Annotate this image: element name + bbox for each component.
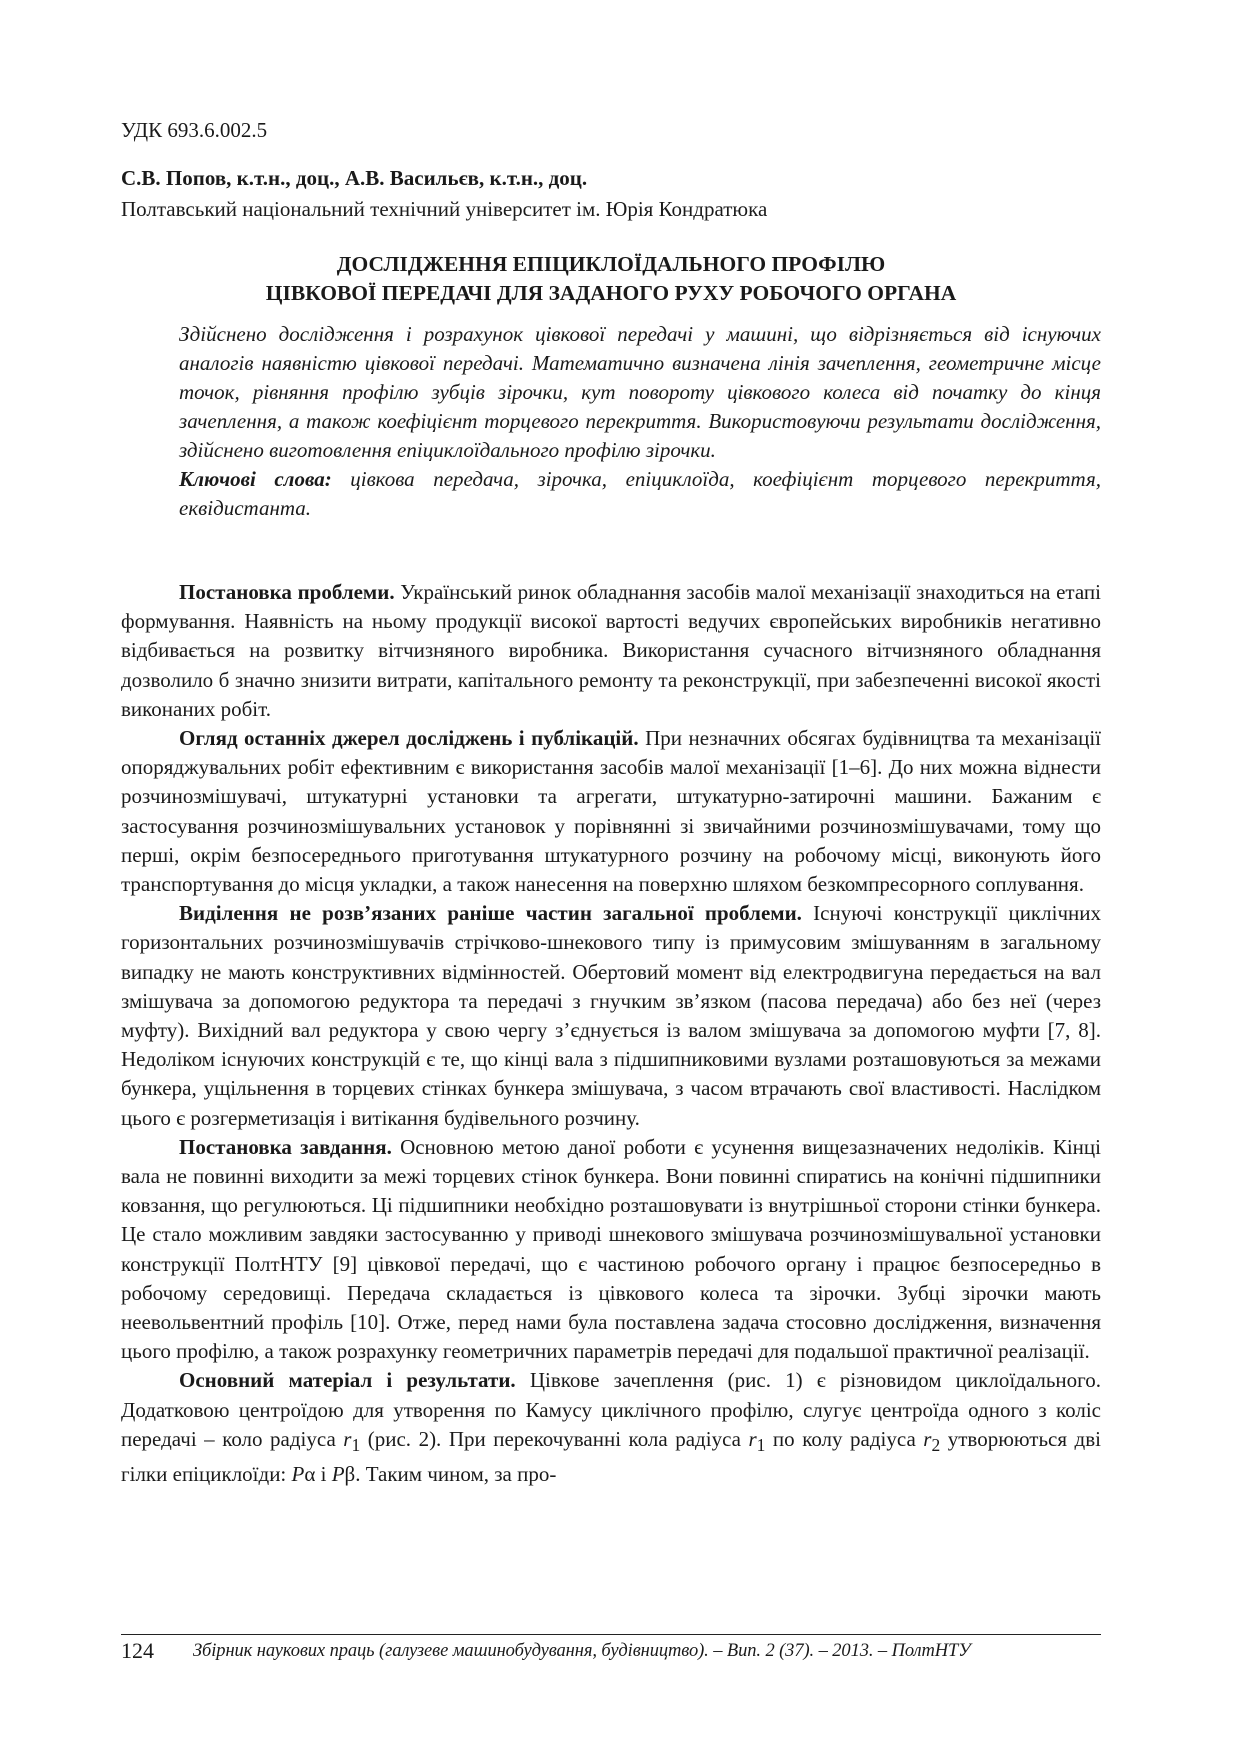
paragraph-text: утворюються дві гілки епіциклоїди: xyxy=(121,1426,1101,1487)
paragraph-review xyxy=(121,724,1101,899)
subscript: 1 xyxy=(756,1435,766,1456)
paragraph-heading: Виділення не розв’язаних раніше частин загальної проблеми. xyxy=(179,901,802,926)
paragraph-problem xyxy=(121,578,1101,724)
title-line-1: ДОСЛІДЖЕННЯ ЕПІЦИКЛОЇДАЛЬНОГО ПРОФІЛЮ xyxy=(336,252,886,276)
symbol-r: r xyxy=(923,1426,932,1451)
affiliation: Полтавський національний технічний університет ім. Юрія Кондратюка xyxy=(121,197,768,221)
paragraph-main xyxy=(121,1366,1101,1489)
keywords-label: Ключові слова: xyxy=(179,467,332,491)
paper-title xyxy=(121,250,1101,308)
symbol-p: Р xyxy=(331,1462,345,1487)
paragraph-text: Український ринок обладнання засобів малої механізації знаходиться на етапі формування. Наявність на ньому продукції високої вартості ведучих європейських виробників негативно відбивається на розвитку вітчизняного виробника. Використання сучасного вітчизняного обладнання дозволило б значно знизити витрати, капітального ремонту та реконструкції, при забезпеченні високої якості виконаних робіт. xyxy=(121,580,1101,721)
paragraph-unsolved xyxy=(121,899,1101,1133)
paragraph-task xyxy=(121,1133,1101,1367)
paragraph-heading: Огляд останніх джерел досліджень і публікацій. xyxy=(179,726,639,751)
symbol-p: Р xyxy=(291,1462,305,1487)
abstract-text: Здійснено дослідження і розрахунок цівкової передачі у машині, що відрізняється від існуючих аналогів наявністю цівкової передачі. Математично визначена лінія зачеплення, геометричне місце точок, рівняння профілю зубців зірочки, кут повороту цівкового колеса від початку до кінця зачеплення, а також коефіцієнт торцевого перекриття. Використовуючи результати дослідження, здійснено виготовлення епіциклоїдального профілю зірочки. xyxy=(179,322,1101,462)
paragraph-heading: Основний матеріал і результати. xyxy=(179,1368,516,1393)
paragraph-text: . Таким чином, за про- xyxy=(355,1462,557,1487)
keywords-list: цівкова передача, зірочка, епіциклоїда, коефіцієнт торцевого перекриття, еквідистанта. xyxy=(179,467,1101,520)
paragraph-heading: Постановка проблеми. xyxy=(179,580,395,604)
body-text xyxy=(121,578,1101,1489)
paragraph-text: Основною метою даної роботи є усунення вищезазначених недоліків. Кінці вала не повинні виходити за межі торцевих стінок бункера. Вони повинні спиратись на конічні підшипники ковзання, що регулюються. Ці підшипники необхідно розташовувати із внутрішньої сторони стінки бункера. Це стало можливим завдяки застосуванню у приводі шнекового змішувача розчинозмішувальної установки конструкції ПолтНТУ [9] цівкової передачі, що є частиною робочого органу і працює безпосередньо в робочому середовищі. Передача складається із цівкового колеса та зірочки. Зубці зірочки мають неевольвентний профіль [10]. Отже, перед нами була поставлена задача стосовно дослідження, визначення цього профілю, а також розрахунку геометричних параметрів передачі для подальшої практичної реалізації. xyxy=(121,1134,1101,1364)
title-line-2: ЦІВКОВОЇ ПЕРЕДАЧІ ДЛЯ ЗАДАНОГО РУХУ РОБОЧОГО ОРГАНА xyxy=(265,281,957,305)
subscript: 2 xyxy=(931,1435,941,1456)
abstract xyxy=(179,320,1101,523)
paragraph-heading: Постановка завдання. xyxy=(179,1134,392,1159)
page-number: 124 xyxy=(121,1638,154,1663)
paragraph-text: Існуючі конструкції циклічних горизонтальних розчинозмішувачів стрічково-шнекового типу із примусовим змішуванням в загальному випадку не мають конструктивних відмінностей. Обертовий момент від електродвигуна передається на вал змішувача за допомогою редуктора та передачі з гнучким зв’язком (пасова передача) або без неї (через муфту). Вихідний вал редуктора у свою чергу з’єднується із валом змішувача за допомогою муфти [7, 8]. Недоліком існуючих конструкцій є те, що кінці вала з підшипниковими вузлами розташовуються за межами бункера, ущільнення в торцевих стінках бункера змішувача, з часом втрачають свої властивості. Наслідком цього є розгерметизація і витікання будівельного розчину. xyxy=(121,901,1101,1130)
paragraph-text: При незначних обсягах будівництва та механізації опоряджувальних робіт ефективним є використання засобів малої механізації [1–6]. До них можна віднести розчинозмішувачі, штукатурні установки та агрегати, штукатурно-затирочні машини. Бажаним є застосування розчинозмішувальних установок у порівнянні зі звичайними розчинозмішувачами, тому що перші, окрім безпосереднього приготування штукатурного розчину на робочому місці, виконують його транспортування до місця укладки, а також нанесення на поверхню шляхом безкомпресорного соплування. xyxy=(121,726,1101,897)
journal-citation: Збірник наукових праць (галузеве машинобудування, будівництво). – Вип. 2 (37). – 2013. – ПолтНТУ xyxy=(193,1641,971,1661)
paragraph-text: по колу радіуса xyxy=(765,1426,924,1451)
symbol-r: r xyxy=(343,1426,352,1451)
symbol-alpha: α xyxy=(304,1462,316,1487)
footer-rule xyxy=(121,1634,1101,1635)
paragraph-text: Цівкове зачеплення (рис. 1) є різновидом циклоїдального. Додатковою центроїдою для утворення по Камусу циклічного профілю, слугує центроїда одного з коліс передачі – коло радіуса xyxy=(121,1368,1101,1451)
symbol-r: r xyxy=(748,1426,757,1451)
paragraph-text: (рис. 2). При перекочуванні кола радіуса xyxy=(360,1426,749,1451)
paragraph-text: і xyxy=(315,1462,332,1487)
symbol-beta: β xyxy=(344,1462,356,1487)
authors: С.В. Попов, к.т.н., доц., А.В. Васильєв, к.т.н., доц. xyxy=(121,166,588,190)
udk-code: УДК 693.6.002.5 xyxy=(121,118,268,142)
keywords xyxy=(179,465,1101,523)
subscript: 1 xyxy=(351,1435,361,1456)
